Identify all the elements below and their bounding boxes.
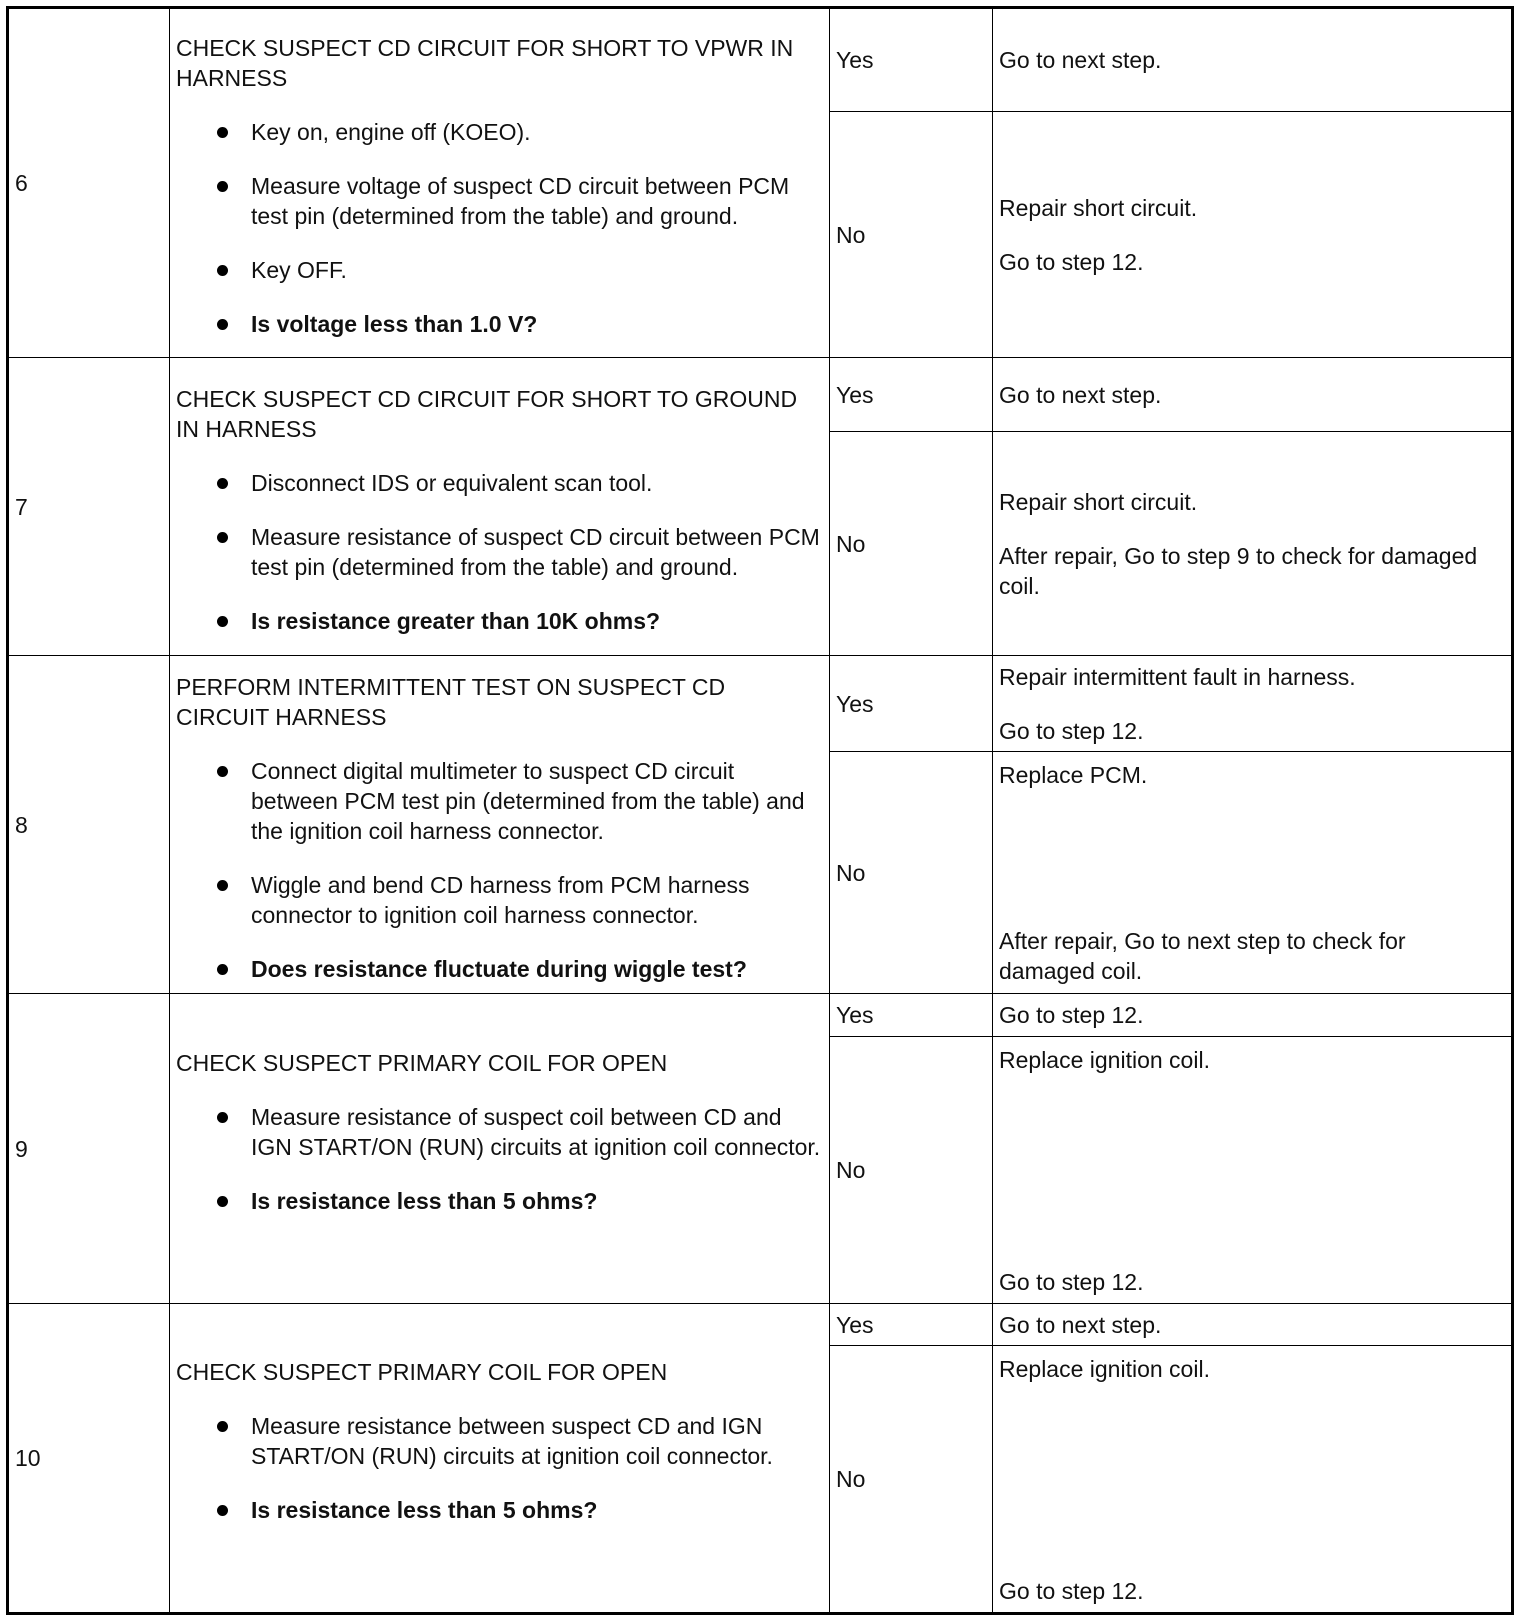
step-action-cell [170,994,830,1304]
no-result [993,112,1513,358]
yes-label: Yes [830,994,993,1037]
result-text: Replace ignition coil. [999,1047,1210,1073]
diagnostic-table [6,6,1514,1615]
yes-result [993,994,1513,1037]
step-number: 6 [8,8,170,358]
yes-result [993,656,1513,752]
step-heading: CHECK SUSPECT CD CIRCUIT FOR SHORT TO GROUND IN HARNESS [176,385,798,442]
no-result [993,432,1513,656]
action-item: Measure voltage of suspect CD circuit between PCM test pin (determined from the table) and ground. [251,171,823,231]
question-item: Is resistance less than 5 ohms? [251,1495,823,1525]
result-text: Go to next step. [999,1311,1162,1338]
step-10-yes-row [8,1304,1513,1346]
step-action-cell [170,8,830,358]
step-action-cell [170,1304,830,1614]
action-item: Measure resistance of suspect coil between CD and IGN START/ON (RUN) circuits at ignition coil connector. [251,1102,823,1162]
action-list [176,117,823,339]
result-text: Replace PCM. [999,762,1148,788]
result-stack [999,1045,1505,1297]
action-item: Key on, engine off (KOEO). [251,117,823,147]
question-item: Does resistance fluctuate during wiggle test? [251,954,823,984]
yes-label: Yes [830,1304,993,1346]
yes-result [993,358,1513,432]
step-number: 7 [8,358,170,656]
no-label: No [830,752,993,994]
result-stack [999,1354,1505,1606]
result-text: Go to step 12. [999,1269,1144,1295]
no-label: No [830,1037,993,1304]
action-item: Measure resistance between suspect CD and IGN START/ON (RUN) circuits at ignition coil connector. [251,1411,823,1471]
result-text: After repair, Go to step 9 to check for damaged coil. [999,542,1478,599]
step-action-cell [170,656,830,994]
action-item: Key OFF. [251,255,823,285]
question-item: Is resistance greater than 10K ohms? [251,606,823,636]
action-item: Measure resistance of suspect CD circuit between PCM test pin (determined from the table) and ground. [251,522,823,582]
yes-label: Yes [830,656,993,752]
step-heading: PERFORM INTERMITTENT TEST ON SUSPECT CD CIRCUIT HARNESS [176,673,726,730]
result-text: Go to next step. [999,47,1162,73]
step-heading: CHECK SUSPECT PRIMARY COIL FOR OPEN [176,1359,668,1385]
step-heading: CHECK SUSPECT PRIMARY COIL FOR OPEN [176,1049,668,1076]
result-stack [999,760,1505,986]
action-list [176,756,823,984]
no-result [993,1037,1513,1304]
action-list [176,468,823,636]
question-item: Is resistance less than 5 ohms? [251,1186,823,1216]
step-7-yes-row [8,358,1513,432]
action-item: Wiggle and bend CD harness from PCM harness connector to ignition coil harness connector. [251,870,823,930]
step-6-yes-row [8,8,1513,112]
no-label: No [830,112,993,358]
result-text: Go to step 12. [999,248,1144,275]
step-number: 9 [8,994,170,1304]
step-number: 8 [8,656,170,994]
question-item: Is voltage less than 1.0 V? [251,309,823,339]
action-list [176,1411,823,1525]
result-text: Go to step 12. [999,1578,1144,1604]
no-result [993,752,1513,994]
yes-result [993,8,1513,112]
result-text: Replace ignition coil. [999,1356,1210,1382]
step-number: 10 [8,1304,170,1614]
no-label: No [830,1346,993,1614]
yes-label: Yes [830,8,993,112]
action-list [176,1102,823,1216]
action-item: Connect digital multimeter to suspect CD circuit between PCM test pin (determined from the table) and the ignition coil harness connector. [251,756,823,846]
yes-result [993,1304,1513,1346]
result-text: After repair, Go to next step to check for damaged coil. [999,928,1406,984]
result-text: Go to next step. [999,381,1162,408]
step-heading: CHECK SUSPECT CD CIRCUIT FOR SHORT TO VPWR IN HARNESS [176,35,794,91]
diagnostic-table-container [6,6,1514,1619]
result-text: Go to step 12. [999,717,1144,744]
no-label: No [830,432,993,656]
step-action-cell [170,358,830,656]
yes-label: Yes [830,358,993,432]
result-text: Go to step 12. [999,1002,1144,1028]
result-text: Repair short circuit. [999,488,1198,515]
no-result [993,1346,1513,1614]
step-8-yes-row [8,656,1513,752]
action-item: Disconnect IDS or equivalent scan tool. [251,468,823,498]
result-text: Repair short circuit. [999,194,1198,221]
step-9-yes-row [8,994,1513,1037]
result-text: Repair intermittent fault in harness. [999,663,1356,690]
